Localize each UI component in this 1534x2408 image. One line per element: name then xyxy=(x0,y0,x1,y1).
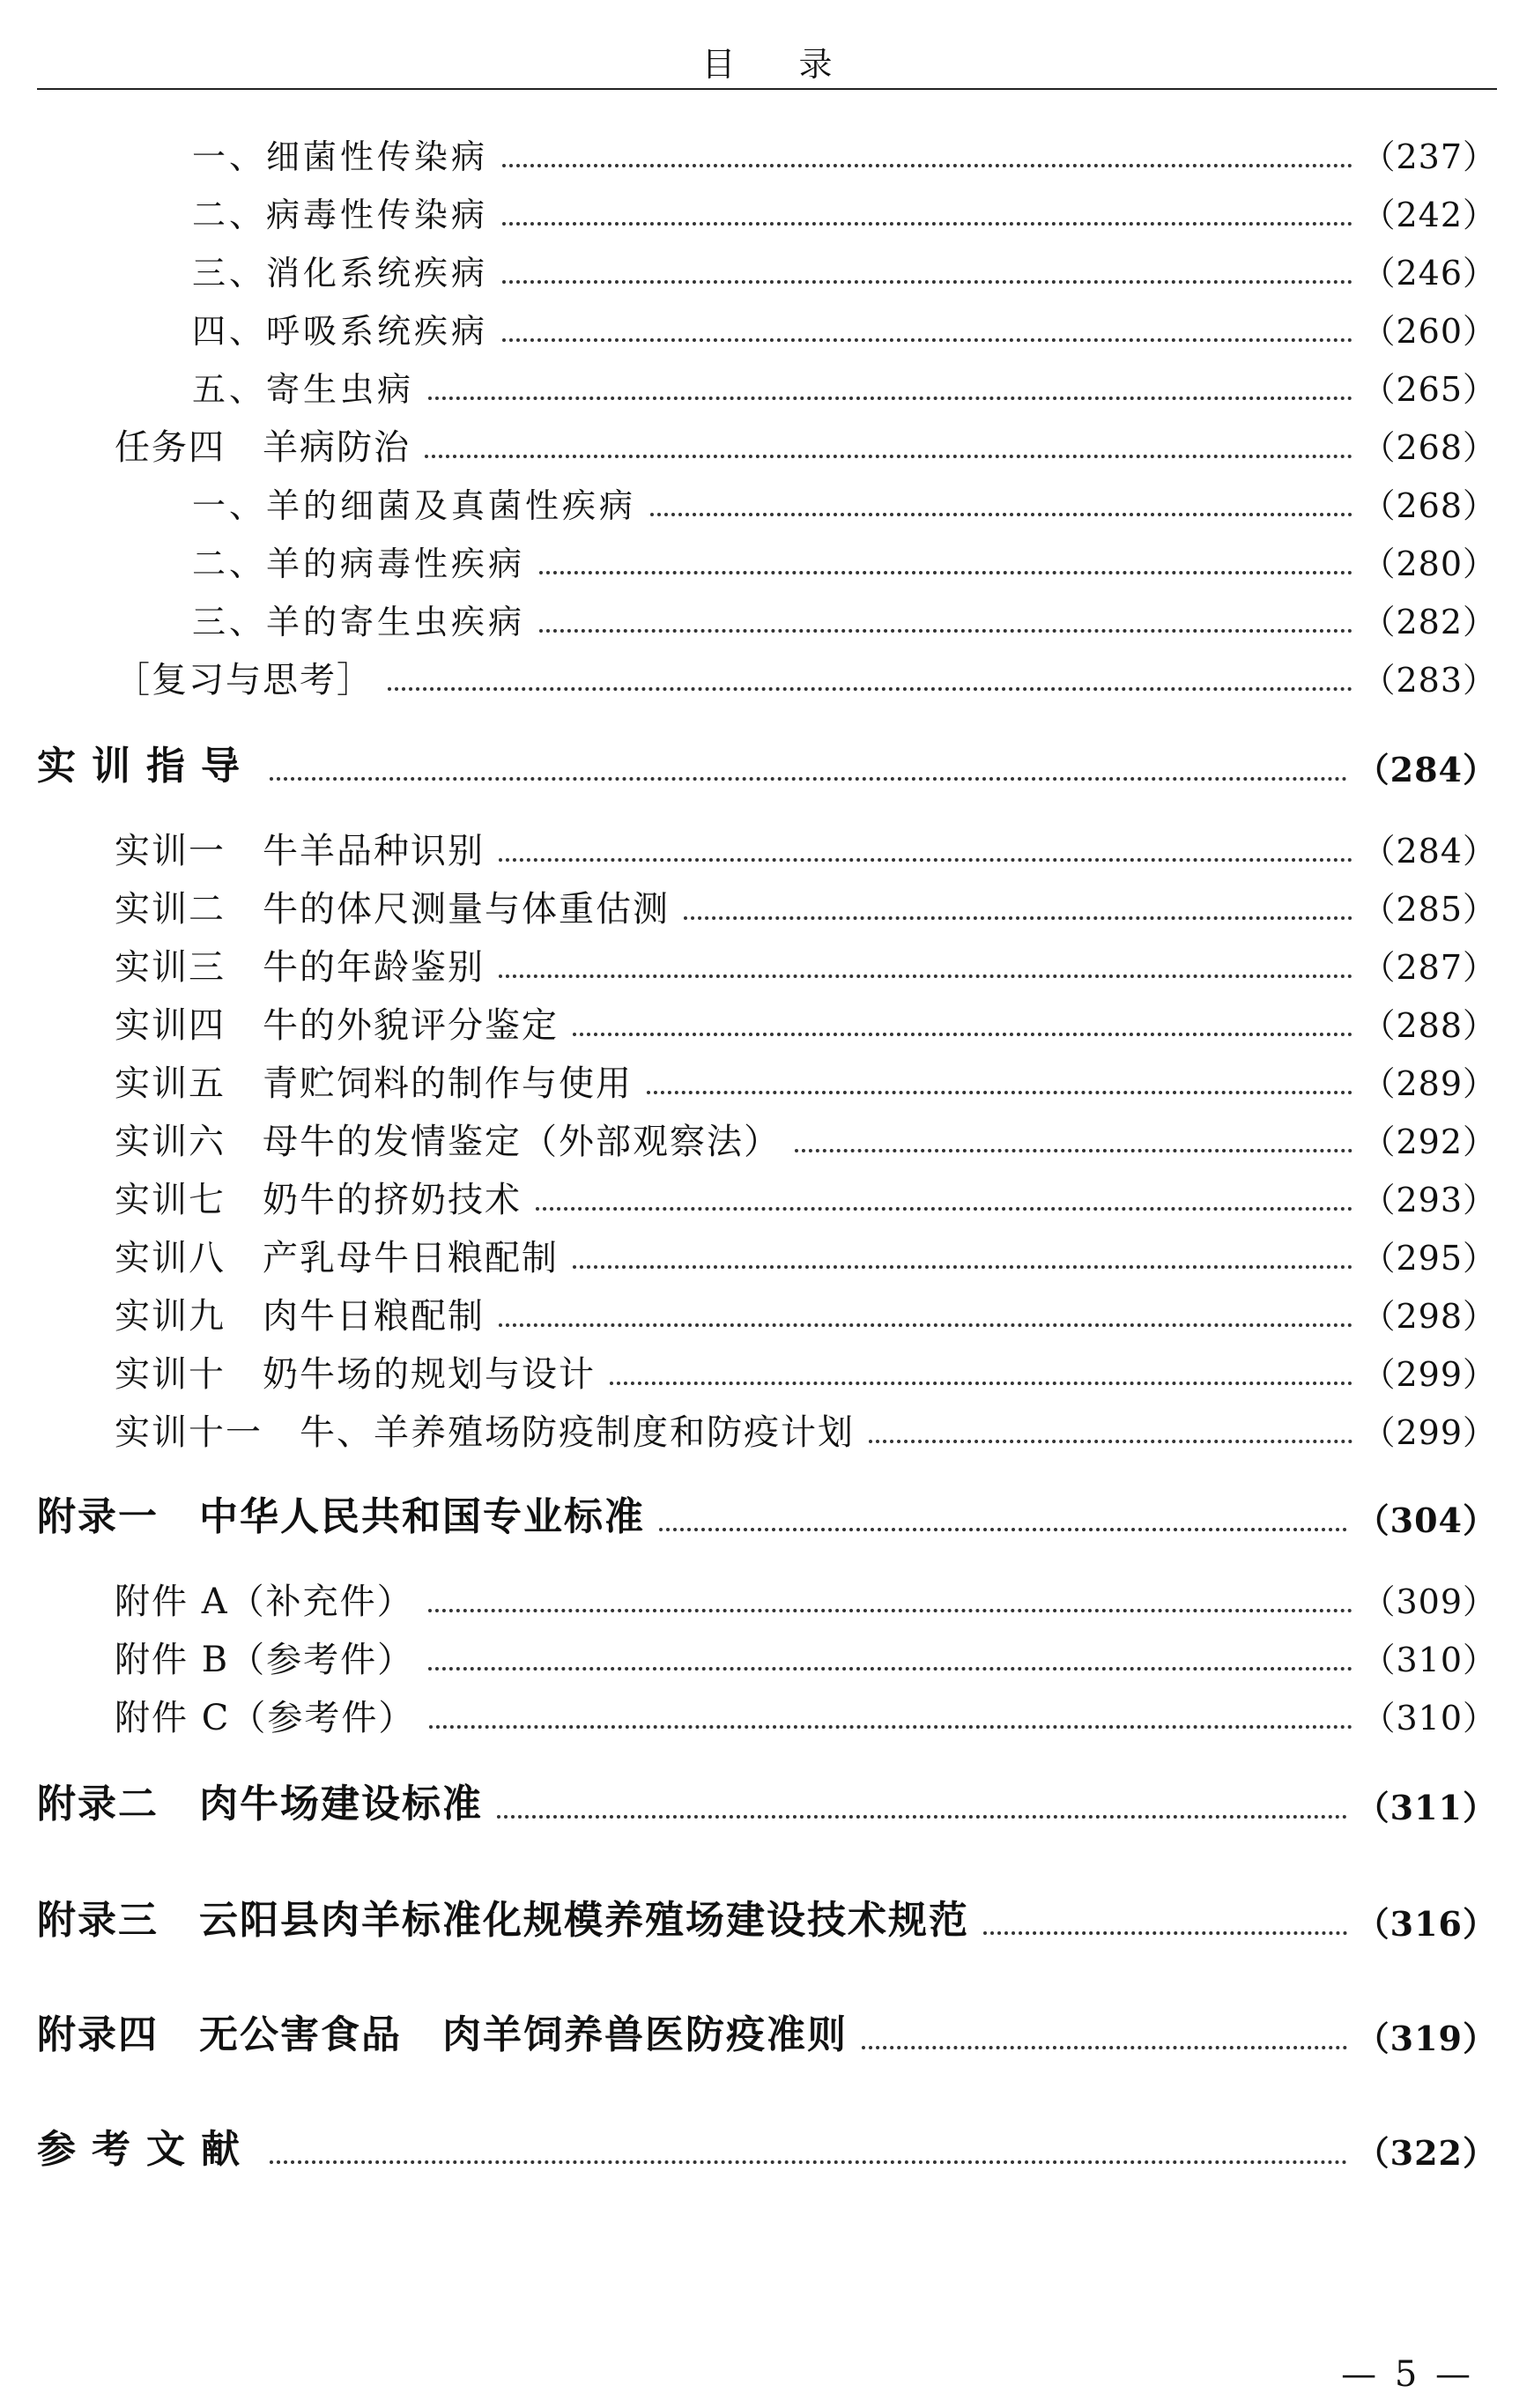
dot-leader xyxy=(539,571,1352,574)
toc-entry-page: （265） xyxy=(1361,370,1497,409)
toc-entry[interactable] xyxy=(115,657,1497,703)
toc-entry-page: （268） xyxy=(1361,486,1497,525)
toc-chapter[interactable] xyxy=(37,1894,1497,1947)
toc-entry[interactable] xyxy=(192,483,1497,529)
toc-entry-page: （316） xyxy=(1355,1904,1497,1944)
dot-leader xyxy=(869,1440,1352,1443)
toc-entry[interactable] xyxy=(115,1235,1497,1281)
toc-entry[interactable] xyxy=(115,1695,1497,1741)
dot-leader xyxy=(425,455,1352,458)
dot-leader xyxy=(270,2160,1347,2164)
dot-leader xyxy=(684,916,1352,920)
toc-entry[interactable] xyxy=(115,945,1497,990)
toc-entry-title: 二、病毒性传染病 xyxy=(192,196,489,234)
dot-leader xyxy=(539,629,1352,633)
toc-entry[interactable] xyxy=(115,1061,1497,1107)
dot-leader xyxy=(429,1725,1352,1729)
dot-leader xyxy=(573,1033,1352,1036)
toc-entry-page: （311） xyxy=(1355,1788,1497,1827)
toc-entry-page: （319） xyxy=(1355,2019,1497,2058)
toc-entry-page: （268） xyxy=(1361,428,1497,467)
toc-entry-title: 实训九 肉牛日粮配制 xyxy=(115,1296,485,1337)
toc-chapter-title: 实训指导 xyxy=(37,744,256,789)
dot-leader xyxy=(647,1091,1352,1094)
toc-entry-title: 实训五 青贮饲料的制作与使用 xyxy=(115,1063,633,1104)
toc-entry-page: （309） xyxy=(1361,1582,1497,1621)
toc-entry-title: 实训三 牛的年龄鉴别 xyxy=(115,947,485,988)
toc-entry[interactable] xyxy=(192,541,1497,587)
toc-entry[interactable] xyxy=(192,192,1497,238)
toc-chapter-title: 附录二 肉牛场建设标准 xyxy=(37,1782,483,1826)
toc-entry-title: 五、寄生虫病 xyxy=(192,370,415,409)
toc-chapter[interactable] xyxy=(37,740,1497,793)
toc-entry-page: （289） xyxy=(1361,1064,1497,1103)
toc-entry-title: 附件 C（参考件） xyxy=(115,1698,416,1738)
toc-entry[interactable] xyxy=(192,308,1497,354)
toc-entry-page: （295） xyxy=(1361,1239,1497,1278)
toc-entry-page: （299） xyxy=(1361,1355,1497,1394)
dot-leader xyxy=(497,1815,1347,1819)
toc-entry[interactable] xyxy=(115,1293,1497,1339)
toc-entry[interactable] xyxy=(192,599,1497,645)
dot-leader xyxy=(502,222,1352,226)
toc-entry[interactable] xyxy=(115,1119,1497,1165)
toc-entry-page: （292） xyxy=(1361,1122,1497,1161)
toc-entry-page: （284） xyxy=(1361,832,1497,871)
dot-leader xyxy=(610,1382,1352,1385)
toc-entry[interactable] xyxy=(115,425,1497,470)
toc-entry-page: （287） xyxy=(1361,948,1497,987)
toc-entry-title: 附件 B（参考件） xyxy=(115,1640,415,1680)
toc-entry-page: （283） xyxy=(1361,661,1497,700)
toc-entry-page: （242） xyxy=(1361,196,1497,234)
dot-leader xyxy=(502,164,1352,167)
dot-leader xyxy=(428,1609,1353,1612)
toc-chapter[interactable] xyxy=(37,1778,1497,1831)
page-number: — 5 — xyxy=(1341,2354,1474,2395)
dot-leader xyxy=(983,1931,1347,1935)
toc-entry[interactable] xyxy=(115,1177,1497,1223)
toc-chapter-title: 附录四 无公害食品 肉羊饲养兽医防疫准则 xyxy=(37,2012,848,2057)
toc-entry-title: ［复习与思考］ xyxy=(115,660,374,700)
toc-entry[interactable] xyxy=(115,1637,1497,1683)
header-title: 目 录 xyxy=(701,45,859,84)
dot-leader xyxy=(428,396,1352,400)
toc-entry-title: 实训八 产乳母牛日粮配制 xyxy=(115,1238,559,1278)
dot-leader xyxy=(795,1149,1352,1152)
toc-entry-title: 三、消化系统疾病 xyxy=(192,254,489,293)
dot-leader xyxy=(502,280,1352,284)
dot-leader xyxy=(650,513,1352,516)
toc-entry-title: 任务四 羊病防治 xyxy=(115,427,411,468)
toc-entry-page: （280） xyxy=(1361,545,1497,583)
toc-entry-title: 三、羊的寄生虫疾病 xyxy=(192,603,526,641)
toc-entry-title: 附件 A（补充件） xyxy=(115,1582,414,1622)
toc-chapter[interactable] xyxy=(37,2123,1497,2176)
toc-entry[interactable] xyxy=(192,250,1497,296)
toc-chapter[interactable] xyxy=(37,1491,1497,1544)
dot-leader xyxy=(499,974,1352,978)
toc-entry[interactable] xyxy=(115,1579,1497,1625)
dot-leader xyxy=(499,858,1352,862)
toc-entry-page: （299） xyxy=(1361,1413,1497,1452)
dot-leader xyxy=(536,1207,1352,1211)
toc-entry[interactable] xyxy=(115,1410,1497,1456)
toc-entry-title: 实训六 母牛的发情鉴定（外部观察法） xyxy=(115,1122,781,1162)
dot-leader xyxy=(659,1528,1347,1531)
toc-entry-title: 实训七 奶牛的挤奶技术 xyxy=(115,1180,522,1220)
toc-entry-page: （237） xyxy=(1361,137,1497,176)
toc-entry-page: （284） xyxy=(1355,750,1497,789)
toc-entry-title: 二、羊的病毒性疾病 xyxy=(192,545,526,583)
toc-entry-page: （293） xyxy=(1361,1181,1497,1219)
toc-entry-title: 四、呼吸系统疾病 xyxy=(192,312,489,351)
toc-chapter[interactable] xyxy=(37,2009,1497,2062)
toc-entry-title: 实训二 牛的体尺测量与体重估测 xyxy=(115,889,670,930)
toc-entry-title: 实训十一 牛、羊养殖场防疫制度和防疫计划 xyxy=(115,1412,855,1453)
toc-chapter-title: 附录三 云阳县肉羊标准化规模养殖场建设技术规范 xyxy=(37,1898,969,1943)
dot-leader xyxy=(502,338,1352,342)
dot-leader xyxy=(862,2046,1347,2049)
toc-entry[interactable] xyxy=(192,134,1497,180)
toc-entry-page: （304） xyxy=(1355,1500,1497,1540)
toc-entry[interactable] xyxy=(115,1003,1497,1048)
dot-leader xyxy=(388,687,1352,691)
toc-entry-page: （285） xyxy=(1361,890,1497,929)
toc-entry-title: 实训十 奶牛场的规划与设计 xyxy=(115,1354,596,1395)
dot-leader xyxy=(573,1265,1352,1269)
dot-leader xyxy=(428,1667,1352,1671)
toc-entry-title: 实训一 牛羊品种识别 xyxy=(115,831,485,871)
toc-entry-page: （310） xyxy=(1361,1641,1497,1679)
toc-entry[interactable] xyxy=(115,1352,1497,1397)
toc-entry-page: （322） xyxy=(1355,2133,1497,2173)
toc-entry-title: 一、羊的细菌及真菌性疾病 xyxy=(192,486,637,525)
toc-chapter-title: 参考文献 xyxy=(37,2127,256,2172)
toc-entry-page: （260） xyxy=(1361,312,1497,351)
toc-entry[interactable] xyxy=(115,886,1497,932)
toc-entry-page: （288） xyxy=(1361,1006,1497,1045)
toc-entry-page: （282） xyxy=(1361,603,1497,641)
toc-entry[interactable] xyxy=(115,828,1497,874)
toc-entry-title: 一、细菌性传染病 xyxy=(192,137,489,176)
dot-leader xyxy=(270,777,1347,781)
toc-entry[interactable] xyxy=(192,367,1497,412)
toc-entry-page: （310） xyxy=(1361,1699,1497,1737)
toc-chapter-title: 附录一 中华人民共和国专业标准 xyxy=(37,1494,645,1539)
toc-entry-title: 实训四 牛的外貌评分鉴定 xyxy=(115,1005,559,1046)
toc-entry-page: （246） xyxy=(1361,254,1497,293)
dot-leader xyxy=(499,1323,1352,1327)
toc-entry-page: （298） xyxy=(1361,1297,1497,1336)
